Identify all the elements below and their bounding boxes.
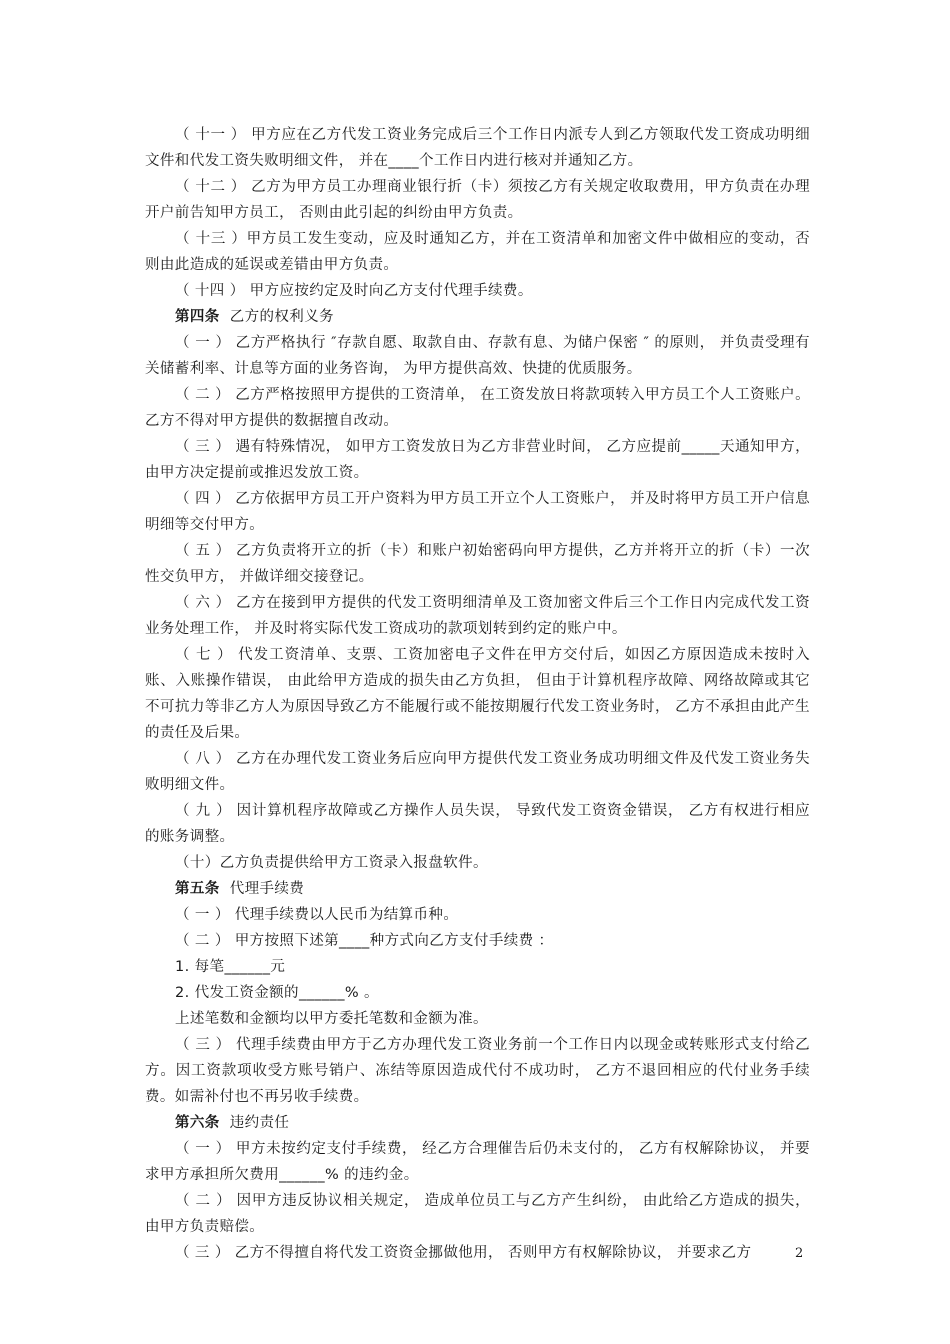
article-title: 乙方的权利义务 [229,309,335,325]
article-heading [145,876,810,902]
clause-paragraph: （ 十三 ）甲方员工发生变动，应及时通知乙方，并在工资清单和加密文件中做相应的变动，否则由此造成的延误或差错由甲方负责。 [145,231,810,273]
clause-paragraph: （ 十一 ） 甲方应在乙方代发工资业务完成后三个工作日内派专人到乙方领取代发工资成功明细文件和代发工资失败明细文件， 并在____个工作日内进行核对并通知乙方。 [145,127,810,169]
clause-paragraph: （ 一 ） 甲方未按约定支付手续费， 经乙方合理催告后仍未支付的， 乙方有权解除协议， 并要求甲方承担所欠费用______% 的违约金。 [145,1141,810,1183]
clause-paragraph: 2. 代发工资金额的______% 。 [175,985,379,1001]
clause-paragraph: （ 二 ） 甲方按照下述第____种方式向乙方支付手续费 ： [175,933,554,949]
clause-paragraph: （ 三 ） 代理手续费由甲方于乙方办理代发工资业务前一个工作日内以现金或转账形式支付给乙方。因工资款项收受方账号销户、冻结等原因造成代付不成功时， 乙方不退回相应的代付业务手续费。如需补付也不再另收手续费。 [145,1037,810,1105]
clause-paragraph: （ 二 ） 乙方严格按照甲方提供的工资清单， 在工资发放日将款项转入甲方员工个人工资账户。乙方不得对甲方提供的数据擅自改动。 [145,387,810,429]
article-heading [145,1110,810,1136]
clause-paragraph: （ 二 ） 因甲方违反协议相关规定， 造成单位员工与乙方产生纠纷， 由此给乙方造成的损失， 由甲方负责赔偿。 [145,1193,810,1235]
article-title: 代理手续费 [229,881,305,897]
document-body [145,122,810,1266]
clause-paragraph: （ 八 ） 乙方在办理代发工资业务后应向甲方提供代发工资业务成功明细文件及代发工资业务失败明细文件。 [145,751,810,793]
clause-paragraph: （ 三 ） 乙方不得擅自将代发工资资金挪做他用， 否则甲方有权解除协议， 并要求乙方 [175,1245,752,1261]
clause-paragraph: （十）乙方负责提供给甲方工资录入报盘软件。 [175,855,488,871]
clause-paragraph: （ 五 ） 乙方负责将开立的折（卡）和账户初始密码向甲方提供，乙方并将开立的折（卡）一次性交负甲方， 并做详细交接登记。 [145,543,810,585]
article-number: 第六条 [175,1115,220,1131]
page-number: 2 [795,1246,804,1261]
clause-paragraph: 1. 每笔______元 [175,959,286,975]
article-number: 第四条 [175,309,220,325]
article-heading [145,304,810,330]
clause-paragraph: （ 一 ） 乙方严格执行 ″存款自愿、取款自由、存款有息、为储户保密 ″ 的原则， 并负责受理有关储蓄利率、计息等方面的业务咨询， 为甲方提供高效、快捷的优质服务。 [145,335,810,377]
clause-paragraph: （ 一 ） 代理手续费以人民币为结算币种。 [175,907,459,923]
clause-paragraph: （ 九 ） 因计算机程序故障或乙方操作人员失误， 导致代发工资资金错误， 乙方有权进行相应的账务调整。 [145,803,810,845]
clause-paragraph: （ 六 ） 乙方在接到甲方提供的代发工资明细清单及工资加密文件后三个工作日内完成代发工资业务处理工作， 并及时将实际代发工资成功的款项划转到约定的账户中。 [145,595,810,637]
article-title: 违约责任 [229,1115,290,1131]
clause-paragraph: 上述笔数和金额均以甲方委托笔数和金额为准。 [175,1011,488,1027]
clause-paragraph: （ 七 ） 代发工资清单、支票、工资加密电子文件在甲方交付后，如因乙方原因造成未按时入账、入账操作错误， 由此给甲方造成的损失由乙方负担， 但由于计算机程序故障、网络故障或其它不可抗力等非乙方人为原因导致乙方不能履行或不能按期履行代发工资业务时， 乙方不承担由此产生的责任及后果。 [145,647,810,741]
clause-paragraph: （ 十二 ） 乙方为甲方员工办理商业银行折（卡）须按乙方有关规定收取费用，甲方负责在办理开户前告知甲方员工， 否则由此引起的纠纷由甲方负责。 [145,179,810,221]
article-number: 第五条 [175,881,220,897]
clause-paragraph: （ 三 ） 遇有特殊情况， 如甲方工资发放日为乙方非营业时间， 乙方应提前_____天通知甲方， 由甲方决定提前或推迟发放工资。 [145,439,810,481]
clause-paragraph: （ 四 ） 乙方依据甲方员工开户资料为甲方员工开立个人工资账户， 并及时将甲方员工开户信息明细等交付甲方。 [145,491,810,533]
clause-paragraph: （ 十四 ） 甲方应按约定及时向乙方支付代理手续费。 [175,283,533,299]
